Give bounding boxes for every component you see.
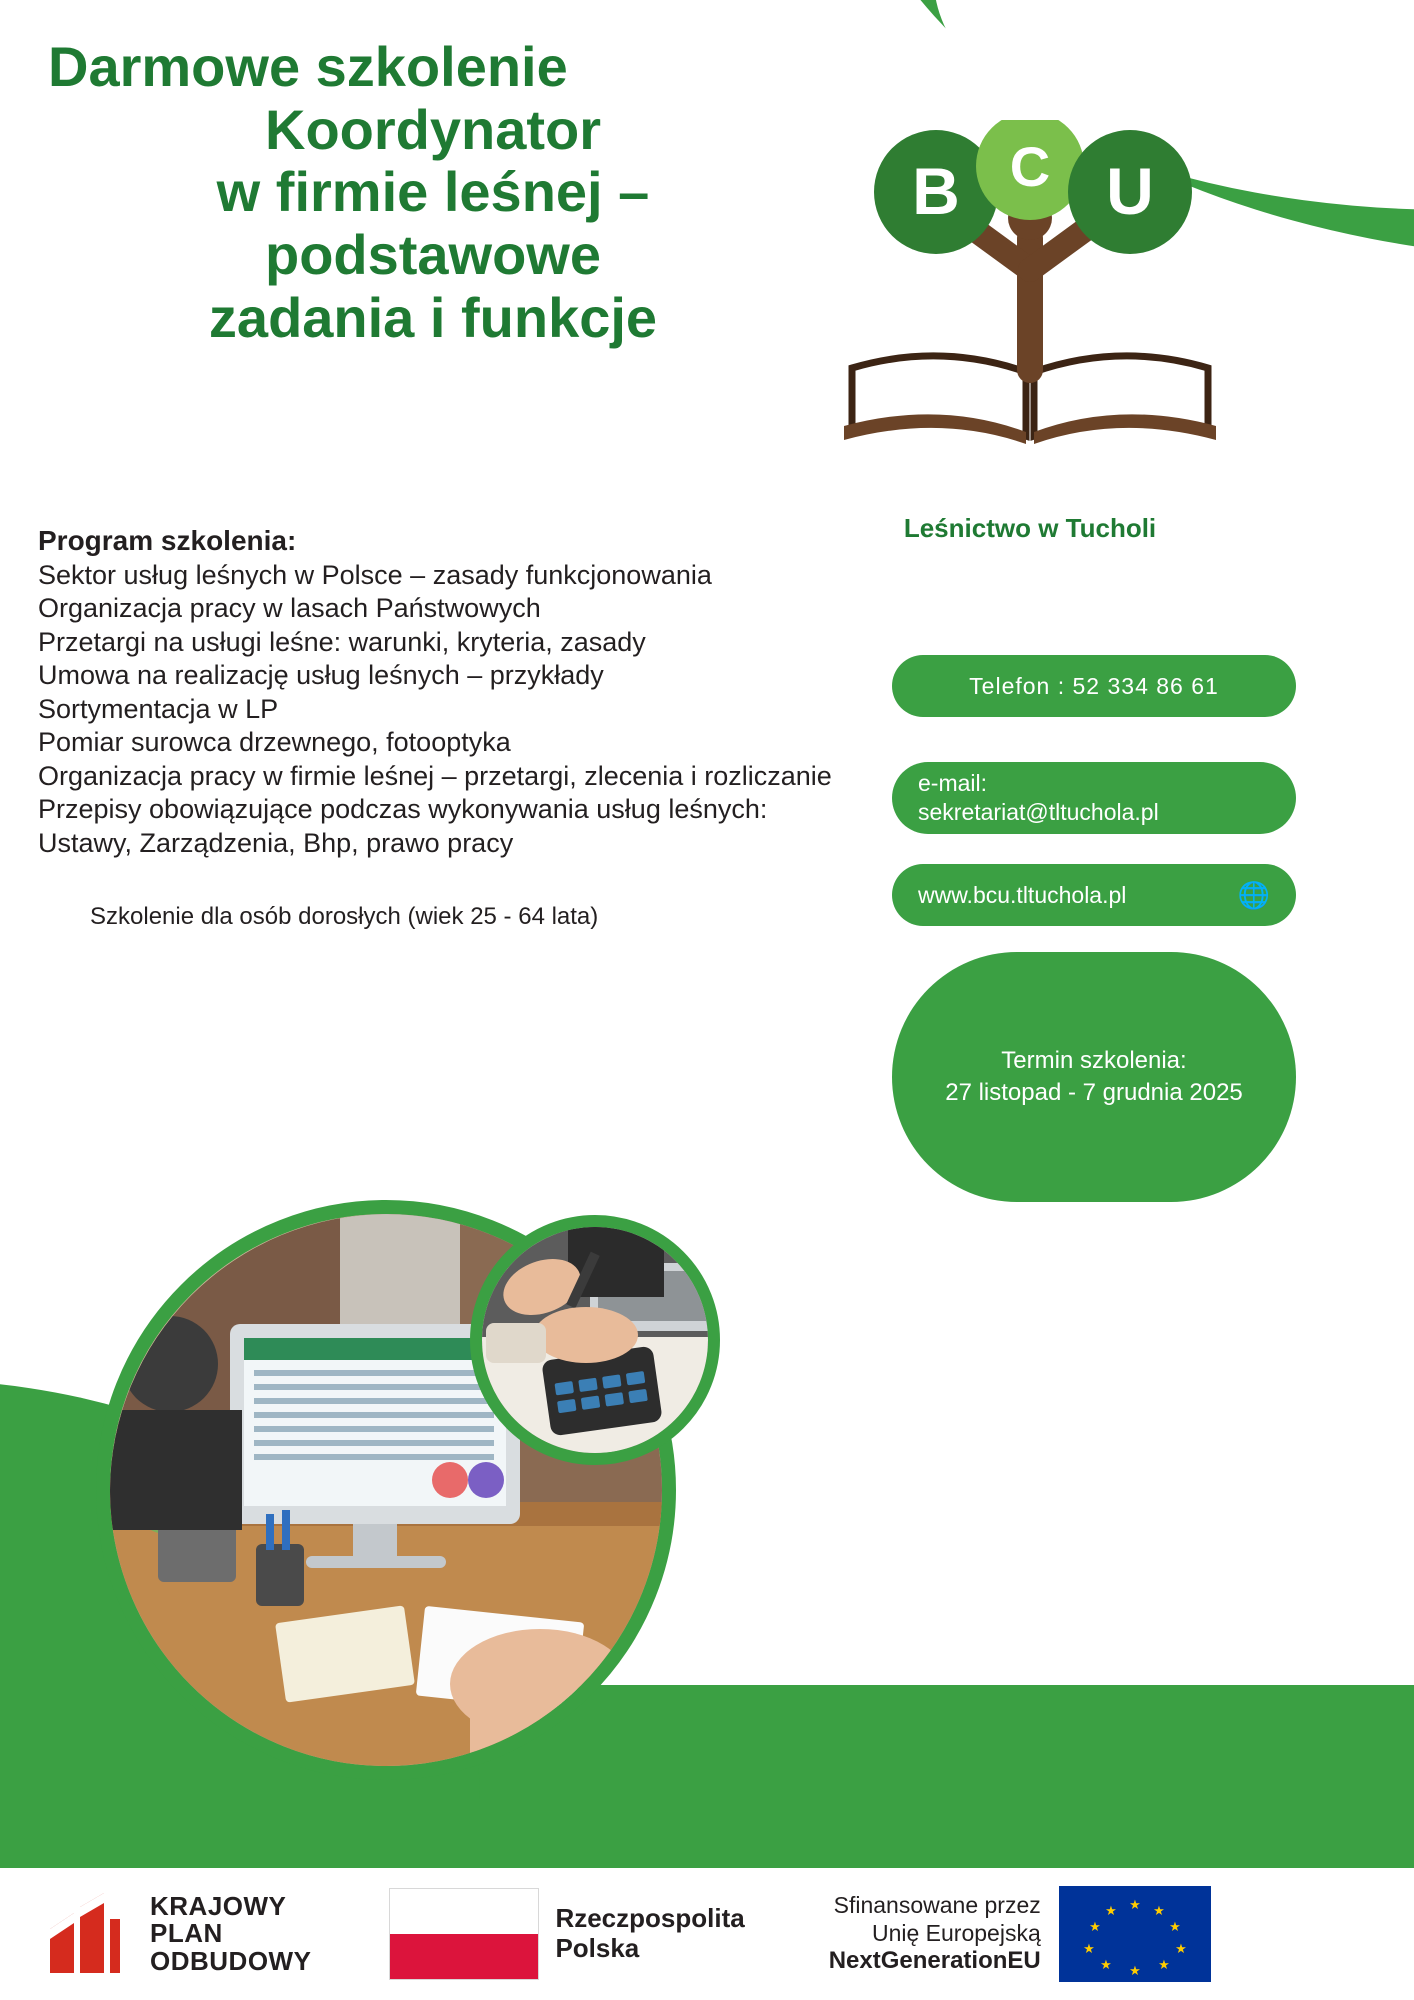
- email-address: sekretariat@tltuchola.pl: [918, 799, 1159, 825]
- svg-text:★: ★: [1152, 1903, 1165, 1918]
- program-section: [38, 525, 838, 932]
- program-item-6: Pomiar surowca drzewnego, fotooptyka: [38, 727, 511, 758]
- kpo-logo: [44, 1889, 311, 1979]
- svg-text:★: ★: [1088, 1919, 1101, 1934]
- headline-line-3: w firmie leśnej –: [216, 160, 650, 224]
- headline-line-4: podstawowe: [264, 223, 602, 287]
- eu-logo: [829, 1886, 1211, 1982]
- website-text: www.bcu.tltuchola.pl: [918, 881, 1127, 908]
- logo-letter-c: C: [1009, 135, 1051, 198]
- training-term-box: [892, 952, 1296, 1202]
- svg-text:★: ★: [1099, 1957, 1112, 1972]
- photo-calculator: [470, 1215, 720, 1465]
- eu-flag-icon: [1059, 1886, 1211, 1982]
- headline-line-2: Koordynator: [265, 97, 601, 161]
- program-item-1: Sektor usług leśnych w Polsce – zasady funkcjonowania: [38, 560, 712, 590]
- logo-letter-b: B: [912, 154, 960, 228]
- program-note: Szkolenie dla osób dorosłych (wiek 25 - 64 lata): [90, 903, 599, 931]
- phone-text: Telefon : 52 334 86 61: [969, 672, 1219, 699]
- headline-line-1: Darmowe szkolenie: [48, 35, 568, 98]
- program-item-4: Umowa na realizację usług leśnych – przykłady: [38, 660, 604, 691]
- kpo-line-2: PLAN: [150, 1918, 223, 1949]
- headline-line-5: zadania i funkcje: [208, 285, 658, 349]
- logo-caption: Leśnictwo w Tucholi: [903, 513, 1157, 543]
- program-item-5: Sortymentacja w LP: [38, 693, 279, 724]
- footer-logos: [0, 1868, 1414, 2000]
- svg-text:★: ★: [1104, 1903, 1117, 1918]
- eu-line-1: Sfinansowane przez: [833, 1892, 1041, 1918]
- term-label: Termin szkolenia:: [1001, 1046, 1187, 1074]
- bcu-logo: [830, 120, 1230, 450]
- website-pill[interactable]: [892, 864, 1296, 926]
- program-item-8: Przepisy obowiązujące podczas wykonywania usług leśnych: Ustawy, Zarządzenia, Bhp, prawo pracy: [38, 794, 768, 858]
- page-title: [48, 36, 818, 350]
- poland-line-1: Rzeczpospolita: [555, 1903, 745, 1934]
- kpo-line-3: ODBUDOWY: [150, 1945, 312, 1976]
- kpo-line-1: KRAJOWY: [150, 1891, 287, 1922]
- term-dates: 27 listopad - 7 grudnia 2025: [945, 1079, 1243, 1106]
- eu-line-3: NextGenerationEU: [828, 1947, 1041, 1975]
- svg-text:★: ★: [1128, 1897, 1141, 1912]
- svg-text:★: ★: [1174, 1941, 1187, 1956]
- phone-pill[interactable]: [892, 655, 1296, 717]
- svg-text:★: ★: [1128, 1963, 1141, 1978]
- logo-letter-u: U: [1106, 154, 1154, 228]
- svg-text:★: ★: [1082, 1941, 1095, 1956]
- program-title: Program szkolenia:: [38, 525, 297, 556]
- globe-icon: 🌐: [1237, 879, 1270, 910]
- poland-line-2: Polska: [555, 1933, 640, 1963]
- program-item-3: Przetargi na usługi leśne: warunki, kryteria, zasady: [38, 626, 646, 657]
- program-item-7: Organizacja pracy w firmie leśnej – przetargi, zlecenia i rozliczanie: [38, 760, 832, 791]
- eu-line-2: Unię Europejską: [871, 1919, 1041, 1946]
- svg-text:★: ★: [1168, 1919, 1181, 1934]
- email-pill[interactable]: [892, 762, 1296, 834]
- svg-text:★: ★: [1157, 1957, 1170, 1972]
- program-item-2: Organizacja pracy w lasach Państwowych: [38, 593, 541, 624]
- email-label: e-mail:: [918, 770, 988, 797]
- poland-logo: [389, 1888, 744, 1980]
- poland-flag-icon: [389, 1888, 539, 1980]
- kpo-mark-icon: [44, 1889, 136, 1979]
